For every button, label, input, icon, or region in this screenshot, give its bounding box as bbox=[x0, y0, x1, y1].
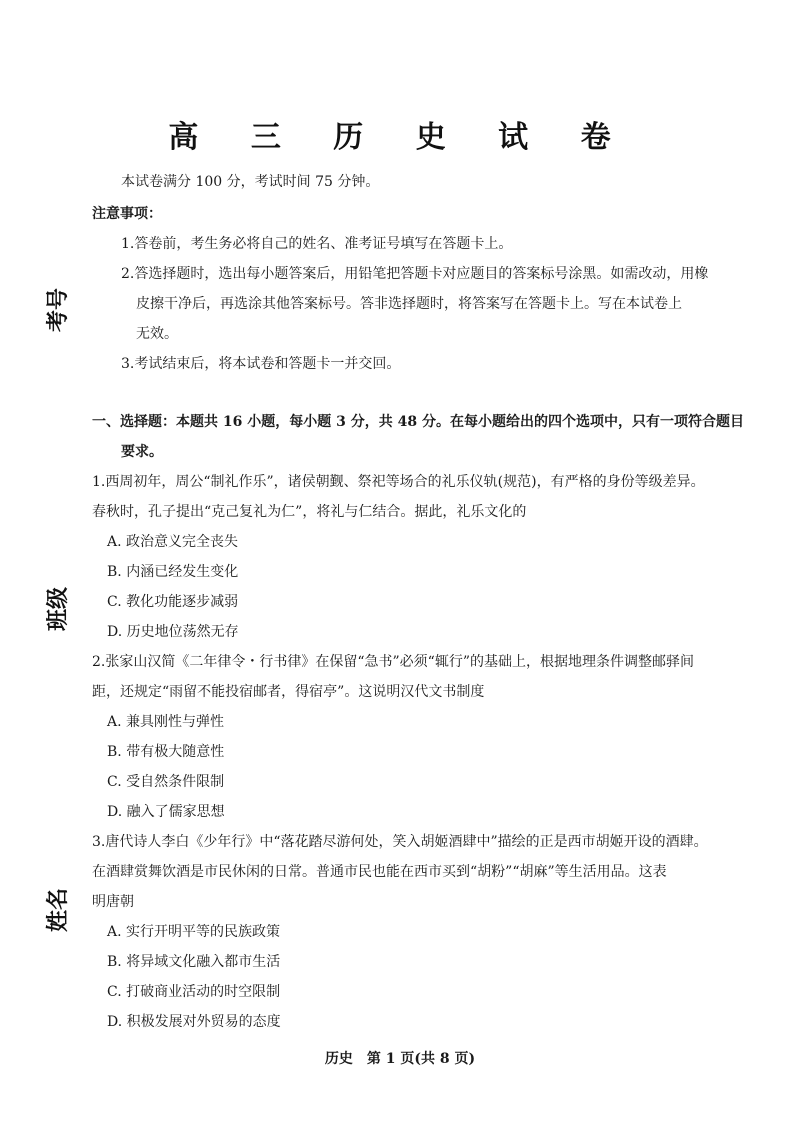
notice-2-line-2: 皮擦干净后，再选涂其他答案标号。答非选择题时，将答案写在答题卡上。写在本试卷上 bbox=[136, 296, 682, 312]
question-2-option-a: A. 兼具刚性与弹性 bbox=[107, 714, 225, 730]
page-title: 高 三 历 史 试 卷 bbox=[168, 120, 632, 155]
page-footer: 历史 第 1 页(共 8 页) bbox=[324, 1051, 476, 1067]
question-1-stem-line-1: 1.西周初年，周公“制礼作乐”，诸侯朝觐、祭祀等场合的礼乐仪轨(规范)，有严格的身份等级差异。 bbox=[92, 474, 705, 490]
question-1-option-d: D. 历史地位荡然无存 bbox=[107, 624, 239, 640]
name-label: 姓名 bbox=[45, 887, 71, 932]
question-3-option-c: C. 打破商业活动的时空限制 bbox=[107, 984, 281, 1000]
question-1-option-b: B. 内涵已经发生变化 bbox=[107, 564, 239, 580]
question-3-stem-line-3: 明唐朝 bbox=[92, 894, 134, 910]
notice-3: 3.考试结束后，将本试卷和答题卡一并交回。 bbox=[121, 356, 401, 372]
notice-2-line-3: 无效。 bbox=[136, 326, 178, 342]
question-3-stem-line-1: 3.唐代诗人李白《少年行》中“落花踏尽游何处，笑入胡姬酒肆中”描绘的正是西市胡姬开设的酒肆。 bbox=[92, 834, 708, 850]
question-2-option-d: D. 融入了儒家思想 bbox=[107, 804, 225, 820]
question-2-option-b: B. 带有极大随意性 bbox=[107, 744, 225, 760]
question-1-option-a: A. 政治意义完全丧失 bbox=[107, 534, 239, 550]
section-1-heading-line-2: 要求。 bbox=[121, 444, 163, 460]
question-2-stem-line-2: 距，还规定“雨留不能投宿邮者，得宿亭”。这说明汉代文书制度 bbox=[92, 684, 485, 700]
notice-2-line-1: 2.答选择题时，选出每小题答案后，用铅笔把答题卡对应题目的答案标号涂黑。如需改动，用橡 bbox=[121, 266, 709, 282]
question-1-stem-line-2: 春秋时，孔子提出“克己复礼为仁”，将礼与仁结合。据此，礼乐文化的 bbox=[92, 504, 527, 520]
intro-text: 本试卷满分 100 分，考试时间 75 分钟。 bbox=[121, 174, 380, 190]
section-1-heading-line-1: 一、选择题：本题共 16 小题，每小题 3 分，共 48 分。在每小题给出的四个选项中，只有一项符合题目 bbox=[92, 414, 744, 430]
question-3-option-b: B. 将异域文化融入都市生活 bbox=[107, 954, 281, 970]
question-3-stem-line-2: 在酒肆赏舞饮酒是市民休闲的日常。普通市民也能在西市买到“胡粉”“胡麻”等生活用品。这表 bbox=[92, 864, 667, 880]
question-2-option-c: C. 受自然条件限制 bbox=[107, 774, 225, 790]
exam-number-label: 考号 bbox=[45, 287, 71, 332]
question-3-option-d: D. 积极发展对外贸易的态度 bbox=[107, 1014, 281, 1030]
question-3-option-a: A. 实行开明平等的民族政策 bbox=[107, 924, 281, 940]
class-label: 班级 bbox=[45, 586, 71, 631]
notice-heading: 注意事项： bbox=[92, 206, 162, 222]
question-2-stem-line-1: 2.张家山汉简《二年律令・行书律》在保留“急书”必须“辄行”的基础上，根据地理条件调整邮驿间 bbox=[92, 654, 694, 670]
notice-1: 1.答卷前，考生务必将自己的姓名、准考证号填写在答题卡上。 bbox=[121, 236, 513, 252]
question-1-option-c: C. 教化功能逐步减弱 bbox=[107, 594, 239, 610]
